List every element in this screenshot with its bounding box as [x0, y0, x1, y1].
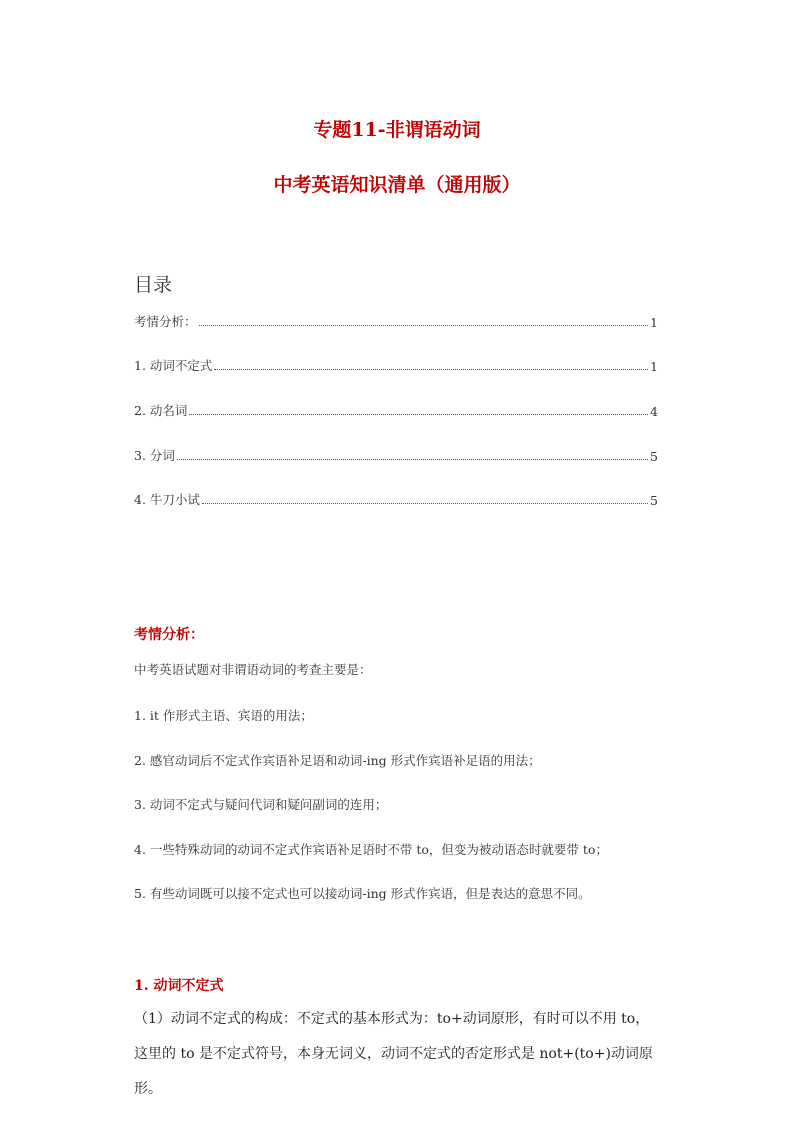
toc-entry-label: 1. 动词不定式: [134, 358, 213, 373]
toc-entry[interactable]: [134, 444, 658, 464]
toc-leader-dots: [199, 325, 649, 326]
toc-leader-dots: [202, 503, 648, 504]
analysis-heading: 考情分析：: [134, 627, 204, 643]
analysis-point: 1. it 作形式主语、宾语的用法；: [134, 708, 313, 723]
analysis-point: 4. 一些特殊动词的动词不定式作宾语补足语时不带 to，但变为被动语态时就要带 to；: [134, 842, 608, 857]
analysis-intro: 中考英语试题对非谓语动词的考查主要是：: [134, 662, 372, 677]
toc-entry-label: 2. 动名词: [134, 403, 188, 418]
analysis-point: 3. 动词不定式与疑问代词和疑问副词的连用；: [134, 797, 388, 812]
toc-entry-page: 4: [650, 404, 658, 419]
toc-leader-dots: [189, 414, 648, 415]
toc-entry-page: 5: [650, 449, 658, 464]
analysis-point: 5. 有些动词既可以接不定式也可以接动词-ing 形式作宾语，但是表达的意思不同。: [134, 886, 591, 901]
toc-entry[interactable]: [134, 310, 658, 330]
section-paragraph: （1）动词不定式的构成：不定式的基本形式为：to+动词原形，有时可以不用 to，这里的 to 是不定式符号，本身无词义，动词不定式的否定形式是 not+(to+)动词原形。: [134, 1011, 653, 1097]
toc-heading: 目录: [134, 274, 173, 296]
toc-entry-label: 考情分析：: [134, 314, 197, 329]
document-title: 专题11-非谓语动词: [313, 119, 481, 141]
toc-entry[interactable]: [134, 488, 658, 508]
toc-entry-page: 1: [650, 315, 658, 330]
toc-entry-label: 3. 分词: [134, 448, 175, 463]
toc-leader-dots: [177, 459, 648, 460]
toc-leader-dots: [214, 369, 648, 370]
document-subtitle: 中考英语知识清单（通用版）: [273, 174, 521, 196]
toc-entry-label: 4. 牛刀小试: [134, 492, 200, 507]
toc-entry[interactable]: [134, 354, 658, 374]
analysis-point: 2. 感官动词后不定式作宾语补足语和动词-ing 形式作宾语补足语的用法；: [134, 753, 541, 768]
toc-entry-page: 5: [650, 493, 658, 508]
toc-entry-page: 1: [650, 359, 658, 374]
toc-entry[interactable]: [134, 399, 658, 419]
section-heading: 1. 动词不定式: [134, 978, 224, 994]
